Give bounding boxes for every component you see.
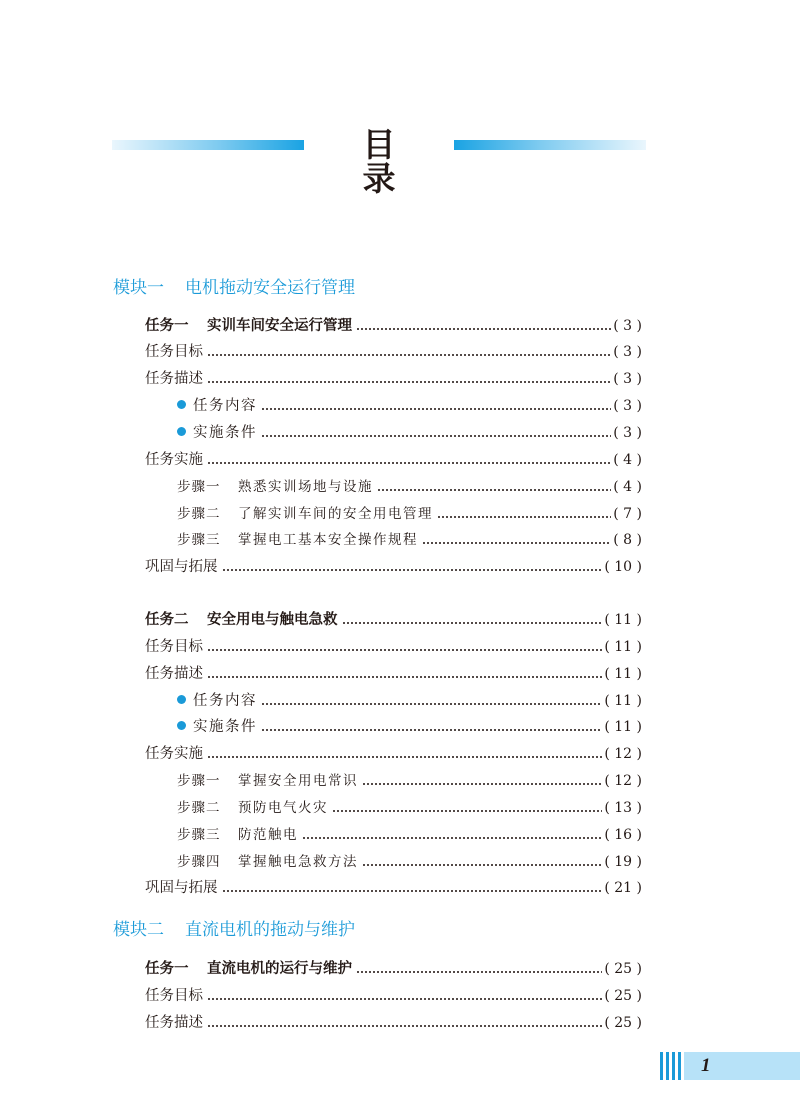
section-label: 任务目标	[145, 988, 203, 1004]
leader-dots	[207, 648, 602, 652]
step-number: 步骤三	[177, 827, 221, 843]
toc-section-entry[interactable]	[145, 1012, 642, 1034]
toc-step-entry[interactable]	[177, 476, 642, 498]
task-number: 任务二	[145, 612, 189, 628]
leader-dots	[207, 353, 611, 357]
toc-bullet-entry[interactable]	[177, 422, 642, 444]
toc-section-entry[interactable]	[145, 368, 642, 390]
section-label: 巩固与拓展	[145, 559, 218, 575]
toc-section-entry[interactable]	[145, 877, 642, 899]
page-number: 1	[701, 1055, 711, 1076]
bullet-icon	[177, 695, 186, 704]
toc-section-entry[interactable]	[145, 985, 642, 1007]
toc-section-entry[interactable]	[145, 449, 642, 471]
task-number: 任务一	[145, 961, 189, 977]
page-ref: ( 8 )	[613, 532, 642, 548]
page-ref: ( 25 )	[604, 1015, 642, 1031]
leader-dots	[261, 407, 611, 411]
page-footer	[660, 1052, 800, 1080]
section-label: 巩固与拓展	[145, 880, 218, 896]
page-ref: ( 7 )	[613, 506, 642, 522]
leader-dots	[207, 1024, 602, 1028]
toc-task-entry[interactable]	[145, 315, 642, 337]
page-ref: ( 3 )	[613, 344, 642, 360]
leader-dots	[207, 380, 611, 384]
toc-step-entry[interactable]	[177, 851, 642, 873]
page-title: 目录	[362, 125, 448, 198]
page-ref: ( 10 )	[604, 559, 642, 575]
leader-dots	[261, 728, 602, 732]
page-ref: ( 4 )	[613, 452, 642, 468]
toc-section-entry[interactable]	[145, 636, 642, 658]
step-title: 了解实训车间的安全用电管理	[238, 506, 433, 522]
page-ref: ( 3 )	[613, 318, 642, 334]
task-title: 实训车间安全运行管理	[207, 318, 352, 334]
section-label: 任务描述	[145, 1015, 203, 1031]
step-number: 步骤四	[177, 854, 221, 870]
section-label: 任务实施	[145, 746, 203, 762]
section-label: 任务实施	[145, 452, 203, 468]
toc-section-entry[interactable]	[145, 341, 642, 363]
leader-dots	[261, 434, 611, 438]
page-ref: ( 11 )	[604, 639, 642, 655]
leader-dots	[222, 568, 603, 572]
page-ref: ( 12 )	[604, 746, 642, 762]
task-number: 任务一	[145, 318, 189, 334]
toc-step-entry[interactable]	[177, 824, 642, 846]
toc-task-entry[interactable]	[145, 958, 642, 980]
page-ref: ( 13 )	[604, 800, 642, 816]
leader-dots	[356, 327, 611, 331]
page-ref: ( 25 )	[604, 988, 642, 1004]
module-number: 模块一	[113, 278, 164, 298]
step-title: 熟悉实训场地与设施	[238, 479, 373, 495]
bullet-label: 任务内容	[193, 398, 257, 414]
step-number: 步骤一	[177, 479, 221, 495]
step-number: 步骤二	[177, 506, 221, 522]
leader-dots	[332, 809, 602, 813]
section-label: 任务描述	[145, 371, 203, 387]
bullet-label: 实施条件	[193, 719, 257, 735]
leader-dots	[207, 997, 602, 1001]
page-ref: ( 3 )	[613, 398, 642, 414]
toc-task-entry[interactable]	[145, 609, 642, 631]
toc-section-entry[interactable]	[145, 663, 642, 685]
toc-step-entry[interactable]	[177, 529, 642, 551]
module-title: 电机拖动安全运行管理	[185, 278, 355, 298]
page-ref: ( 19 )	[604, 854, 642, 870]
toc-bullet-entry[interactable]	[177, 395, 642, 417]
bullet-icon	[177, 721, 186, 730]
footer-stripe	[672, 1052, 675, 1080]
task-title: 直流电机的运行与维护	[207, 961, 352, 977]
module-heading[interactable]	[113, 277, 355, 299]
page-ref: ( 21 )	[604, 880, 642, 896]
page-ref: ( 3 )	[613, 425, 642, 441]
step-number: 步骤二	[177, 800, 221, 816]
page-ref: ( 11 )	[604, 612, 642, 628]
page-ref: ( 16 )	[604, 827, 642, 843]
leader-dots	[207, 675, 602, 679]
step-title: 掌握安全用电常识	[238, 773, 358, 789]
footer-stripe	[660, 1052, 663, 1080]
toc-step-entry[interactable]	[177, 503, 642, 525]
step-title: 掌握触电急救方法	[238, 854, 358, 870]
step-number: 步骤三	[177, 532, 221, 548]
module-number: 模块二	[113, 920, 164, 940]
leader-dots	[437, 515, 611, 519]
leader-dots	[207, 461, 611, 465]
bullet-label: 任务内容	[193, 693, 257, 709]
section-label: 任务目标	[145, 639, 203, 655]
title-bar-left-decoration	[112, 140, 304, 150]
bullet-icon	[177, 427, 186, 436]
bullet-label: 实施条件	[193, 425, 257, 441]
module-title: 直流电机的拖动与维护	[185, 920, 355, 940]
task-title: 安全用电与触电急救	[207, 612, 338, 628]
leader-dots	[261, 702, 602, 706]
step-title: 防范触电	[238, 827, 298, 843]
module-heading[interactable]	[113, 919, 355, 941]
page-ref: ( 12 )	[604, 773, 642, 789]
toc-step-entry[interactable]	[177, 770, 642, 792]
section-label: 任务目标	[145, 344, 203, 360]
title-bar-right-decoration	[454, 140, 646, 150]
page-ref: ( 3 )	[613, 371, 642, 387]
footer-stripe	[678, 1052, 681, 1080]
contents-title-bar	[112, 125, 646, 198]
footer-stripe	[666, 1052, 669, 1080]
step-number: 步骤一	[177, 773, 221, 789]
step-title: 掌握电工基本安全操作规程	[238, 532, 418, 548]
leader-dots	[222, 889, 603, 893]
page-ref: ( 25 )	[604, 961, 642, 977]
leader-dots	[342, 621, 603, 625]
toc-bullet-entry[interactable]	[177, 690, 642, 712]
leader-dots	[362, 863, 602, 867]
toc-section-entry[interactable]	[145, 743, 642, 765]
page-ref: ( 4 )	[613, 479, 642, 495]
section-label: 任务描述	[145, 666, 203, 682]
bullet-icon	[177, 400, 186, 409]
toc-bullet-entry[interactable]	[177, 716, 642, 738]
toc-section-entry[interactable]	[145, 556, 642, 578]
page-ref: ( 11 )	[604, 666, 642, 682]
leader-dots	[377, 488, 611, 492]
page-ref: ( 11 )	[604, 719, 642, 735]
toc-step-entry[interactable]	[177, 797, 642, 819]
page-ref: ( 11 )	[604, 693, 642, 709]
leader-dots	[422, 541, 611, 545]
leader-dots	[207, 755, 602, 759]
step-title: 预防电气火灾	[238, 800, 328, 816]
leader-dots	[356, 970, 602, 974]
leader-dots	[362, 782, 602, 786]
leader-dots	[302, 836, 602, 840]
